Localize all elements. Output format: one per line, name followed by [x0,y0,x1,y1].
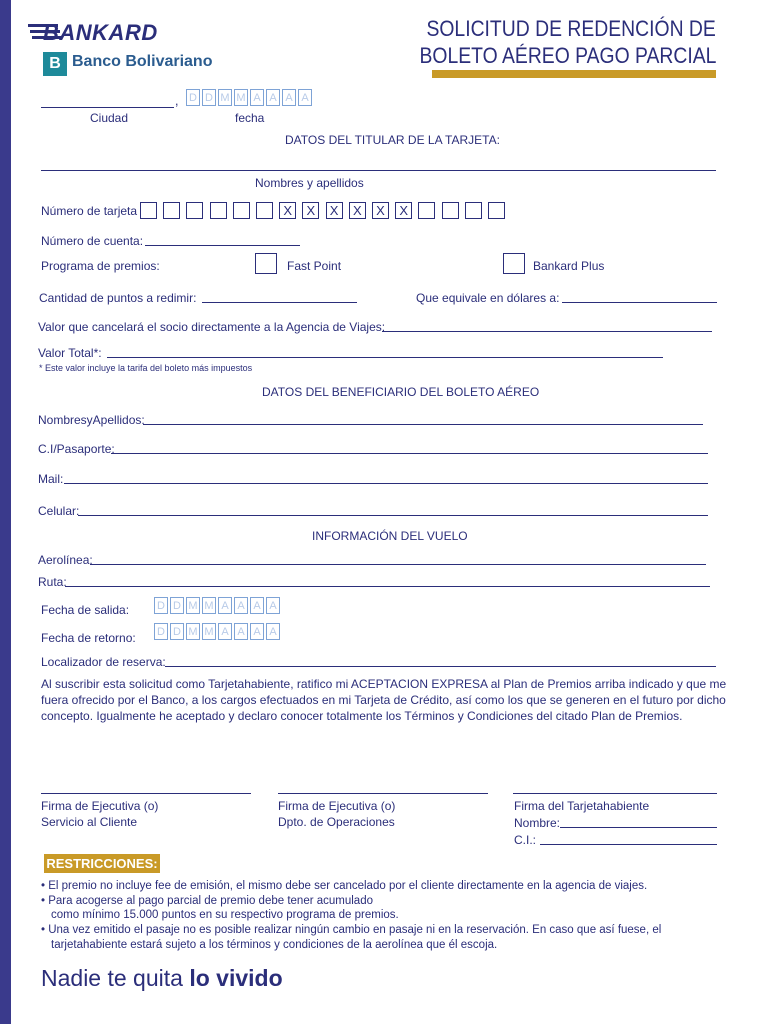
dollars-label: Que equivale en dólares a: [416,291,560,305]
locator-field[interactable] [165,666,716,667]
mail-label: Mail: [38,472,64,486]
departure-date-box-1[interactable]: D [154,597,168,614]
bullet-icon: • [41,895,46,907]
cellphone-field[interactable] [78,515,708,516]
date-label: fecha [235,111,265,125]
form-title-line2: BOLETO AÉREO PAGO PARCIAL [419,43,716,68]
bankard-logo: BANKARD [43,20,158,45]
total-value-field[interactable] [107,357,663,358]
return-date-box-7[interactable]: A [250,623,264,640]
card-digit-box-1[interactable] [140,202,157,219]
date-box-2[interactable]: D [202,89,216,106]
restriction-item-2: • Para acogerse al pago parcial de premio debe tener acumulado [41,895,373,907]
form-title-line1: SOLICITUD DE REDENCIÓN DE [426,16,716,41]
departure-date-box-5[interactable]: A [218,597,232,614]
passport-label: C.I/Pasaporte: [38,442,115,456]
departure-date-box-6[interactable]: A [234,597,248,614]
total-value-note: * Este valor incluye la tarifa del boleto más impuestos [39,363,253,373]
departure-date-box-8[interactable]: A [266,597,280,614]
signature-line-cardholder[interactable] [513,793,717,794]
comma: , [175,94,179,108]
section-title-beneficiario: DATOS DEL BENEFICIARIO DEL BOLETO AÉREO [262,385,540,399]
route-field[interactable] [65,586,710,587]
declaration-line3: concepto. Igualmente he aceptado y declaro conocer totalmente los Términos y Condiciones del citado Plan de Premios. [41,709,683,723]
points-field[interactable] [202,302,357,303]
card-digit-box-2[interactable] [163,202,180,219]
card-digit-box-9[interactable]: X [326,202,343,219]
restriction-item-1: • El premio no incluye fee de emisión, el mismo debe ser cancelado por el cliente directamente en la agencia de viajes. [41,880,648,892]
locator-label: Localizador de reserva: [41,655,166,669]
banco-bolivariano-logo-icon: B [43,52,67,76]
beneficiary-names-field[interactable] [143,424,703,425]
card-digit-box-11[interactable]: X [372,202,389,219]
passport-field[interactable] [111,453,708,454]
mail-field[interactable] [64,483,708,484]
signature-operations-title: Firma de Ejecutiva (o) [278,799,396,813]
account-number-field[interactable] [145,245,300,246]
agency-value-field[interactable] [382,331,712,332]
return-date-box-5[interactable]: A [218,623,232,640]
left-border-bar [0,0,11,1024]
section-title-vuelo: INFORMACIÓN DEL VUELO [312,529,468,543]
airline-label: Aerolínea: [38,553,93,567]
date-box-3[interactable]: M [218,89,232,106]
card-digit-box-13[interactable] [418,202,435,219]
cardholder-name-label: Nombre: [514,816,561,830]
card-digit-box-6[interactable] [256,202,273,219]
card-digit-box-16[interactable] [488,202,505,219]
account-number-label: Número de cuenta: [41,234,144,248]
departure-date-label: Fecha de salida: [41,603,130,617]
restriction-item-3-cont: tarjetahabiente estará sujeto a los términos y condiciones de la aerolínea que él escoja. [51,939,498,951]
date-box-5[interactable]: A [250,89,264,106]
signature-service-dept: Servicio al Cliente [41,815,138,829]
fast-point-label: Fast Point [287,259,342,273]
card-digit-box-7[interactable]: X [279,202,296,219]
return-date-box-3[interactable]: M [186,623,200,640]
agency-value-label: Valor que cancelará el socio directamente a la Agencia de Viajes: [38,320,386,334]
restrictions-label: RESTRICCIONES: [44,854,160,873]
title-underline-bar [432,70,716,78]
fast-point-checkbox[interactable] [255,253,277,274]
card-digit-box-15[interactable] [465,202,482,219]
bankard-plus-label: Bankard Plus [533,259,605,273]
return-date-box-1[interactable]: D [154,623,168,640]
date-box-8[interactable]: A [298,89,312,106]
declaration-line1: Al suscribir esta solicitud como Tarjetahabiente, ratifico mi ACEPTACION EXPRESA al Plan de Premios arriba indicado y que me [41,677,727,691]
card-digit-box-8[interactable]: X [302,202,319,219]
declaration-line2: fuera ofrecido por el Banco, a los cargos efectuados en mi Tarjeta de Crédito, así como los que se generen en el futuro por dicho [41,693,726,707]
return-date-box-8[interactable]: A [266,623,280,640]
signature-line-service[interactable] [41,793,251,794]
card-number-label: Número de tarjeta [41,204,138,218]
card-digit-box-12[interactable]: X [395,202,412,219]
airline-field[interactable] [90,564,706,565]
return-date-box-6[interactable]: A [234,623,248,640]
return-date-box-2[interactable]: D [170,623,184,640]
date-box-1[interactable]: D [186,89,200,106]
date-box-6[interactable]: A [266,89,280,106]
names-label: Nombres y apellidos [255,176,364,190]
route-label: Ruta: [38,575,67,589]
card-digit-box-5[interactable] [233,202,250,219]
departure-date-box-2[interactable]: D [170,597,184,614]
card-digit-box-3[interactable] [186,202,203,219]
card-digit-box-4[interactable] [210,202,227,219]
city-label: Ciudad [90,111,129,125]
bullet-icon: • [41,924,46,936]
signature-cardholder-title: Firma del Tarjetahabiente [514,799,650,813]
departure-date-box-3[interactable]: M [186,597,200,614]
restriction-item-3: • Una vez emitido el pasaje no es posible realizar ningún cambio en pasaje ni en la reservación. En caso que así fuese, el [41,924,662,936]
cardholder-name-field[interactable] [560,827,717,828]
cardholder-ci-field[interactable] [540,844,717,845]
bullet-icon: • [41,880,46,892]
points-label: Cantidad de puntos a redimir: [39,291,197,305]
departure-date-box-7[interactable]: A [250,597,264,614]
return-date-box-4[interactable]: M [202,623,216,640]
restriction-item-2-cont: como mínimo 15.000 puntos en su respectivo programa de premios. [51,909,399,921]
signature-line-operations[interactable] [278,793,488,794]
date-box-4[interactable]: M [234,89,248,106]
total-value-label: Valor Total*: [38,346,102,360]
city-field[interactable] [41,107,174,108]
card-digit-box-14[interactable] [442,202,459,219]
cellphone-label: Celular: [38,504,80,518]
departure-date-box-4[interactable]: M [202,597,216,614]
rewards-program-label: Programa de premios: [41,259,160,273]
dollars-field[interactable] [562,302,717,303]
cardholder-ci-label: C.I.: [514,833,537,847]
return-date-label: Fecha de retorno: [41,631,136,645]
bankard-plus-checkbox[interactable] [503,253,525,274]
titular-names-field[interactable] [41,170,716,171]
card-digit-box-10[interactable]: X [349,202,366,219]
beneficiary-names-label: NombresyApellidos: [38,413,145,427]
signature-service-title: Firma de Ejecutiva (o) [41,799,159,813]
section-title-titular: DATOS DEL TITULAR DE LA TARJETA: [285,133,500,147]
signature-operations-dept: Dpto. de Operaciones [278,815,395,829]
bank-name: Banco Bolivariano [72,53,213,70]
slogan: Nadie te quita lo vivido [41,965,283,991]
date-box-7[interactable]: A [282,89,296,106]
